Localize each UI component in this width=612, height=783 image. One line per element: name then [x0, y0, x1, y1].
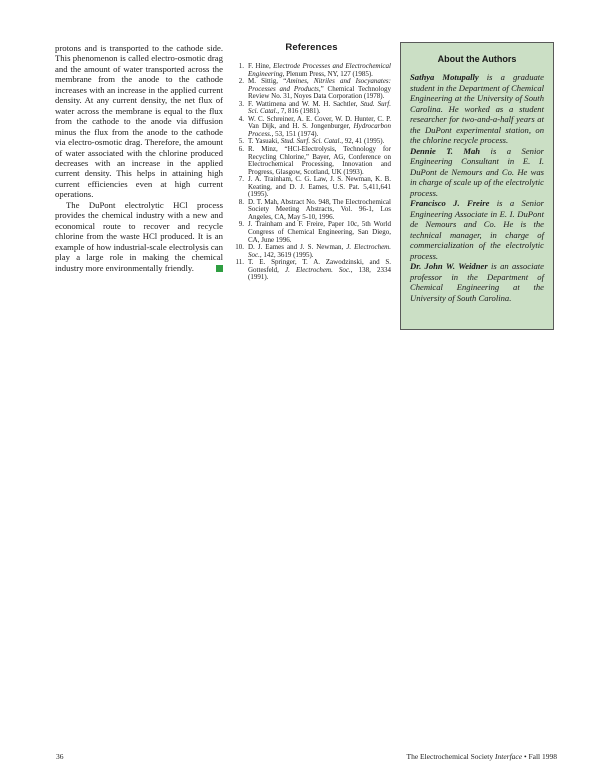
reference-text: T. E. Springer, T. A. Zawodzinski, and S. Gottesfeld, J. Electrochem. Soc., 138, 2334 (1991). — [248, 258, 391, 282]
author-name: Francisco J. Freire — [410, 198, 490, 208]
article-paragraph — [55, 200, 223, 273]
reference-item — [232, 63, 391, 78]
reference-item — [232, 116, 391, 139]
reference-item — [232, 78, 391, 101]
reference-text: D. J. Eames and J. S. Newman, J. Electrochem. Soc., 142, 3619 (1995). — [248, 243, 391, 259]
author-name: Dennie T. Mah — [410, 145, 481, 156]
reference-text: F. Hine, Electrode Processes and Electrochemical Engineering, Plenum Press, NY, 127 (1985). — [248, 62, 391, 78]
author-bio: is a Senior Engineering Consultant in E. I. DuPont de Nemours and Co. He was in charge of scale up of the electrolytic process. — [410, 145, 544, 198]
end-of-article-marker — [216, 265, 223, 272]
reference-text: J. A. Trainham, C. G. Law, J. S. Newman, K. B. Keating, and D. J. Eames, U.S. Pat. 5,411,641 (1995). — [248, 175, 391, 199]
reference-number: 8. — [238, 197, 244, 206]
reference-item — [232, 101, 391, 116]
reference-item — [232, 221, 391, 244]
author-name: Sathya Motupally — [410, 72, 479, 82]
author-entry — [410, 261, 544, 303]
footer-journal-line: The Electrochemical Society Interface • Fall 1998 — [406, 752, 557, 761]
about-authors-title: About the Authors — [437, 54, 517, 64]
reference-number: 9. — [238, 220, 244, 229]
author-name: Dr. John W. Weidner — [410, 261, 488, 271]
footer-page-number: 36 — [56, 752, 64, 761]
article-body-column — [55, 43, 223, 273]
about-authors-entries — [410, 72, 544, 303]
article-paragraph-text: The DuPont electrolytic HCl process provides the chemical industry with a new and economical route to recover and recycle chlorine from the waste HCl produced. It is an example of how industrial-scale electrolysis can play a large role in making the chemical industry more environmentally friendly. — [55, 199, 223, 273]
reference-number: 7. — [238, 175, 244, 184]
reference-number: 11. — [235, 258, 244, 267]
references-title: References — [285, 42, 338, 53]
author-bio: is a Senior Engineering Associate in E. I. DuPont de Nemours and Co. He is the technical manager, in charge of commercialization of the electrolytic process. — [410, 198, 544, 261]
reference-item — [232, 176, 391, 199]
reference-text: F. Wattimena and W. M. H. Sachtler, Stud. Surf. Sci. Catal., 7, 816 (1981). — [248, 99, 391, 116]
author-entry — [410, 72, 544, 146]
author-bio: is a graduate student in the Department of Chemical Engineering at the University of South Carolina. He worked as a student researcher for two-and-a-half years at the DuPont experimental station, on the chlorine recycle process. — [410, 72, 544, 145]
reference-item — [232, 146, 391, 176]
reference-text: T. Yasuaki, Stud. Surf. Sci. Catal., 92, 41 (1995). — [248, 137, 385, 146]
reference-item — [232, 244, 391, 259]
reference-number: 3. — [238, 99, 244, 108]
reference-number: 1. — [238, 62, 244, 70]
reference-number: 4. — [238, 114, 244, 123]
reference-text: M. Sittig, “Amines, Nitriles and Isocyanates: Processes and Products,” Chemical Technology Review No. 31, Noyes Data Corporation (1978). — [248, 77, 391, 101]
reference-text: J. Trainham and F. Freire, Paper 10c, 5th World Congress of Chemical Engineering, San Diego, CA, June 1996. — [248, 220, 391, 244]
reference-text: D. T. Mah, Abstract No. 948, The Electrochemical Society Meeting Abstracts, Vol. 96-1, Los Angeles, CA, May 5-10, 1996. — [248, 197, 391, 221]
reference-number: 5. — [238, 137, 244, 146]
reference-item — [232, 259, 391, 282]
reference-item — [232, 199, 391, 222]
article-paragraph: protons and is transported to the cathode side. This phenomenon is called electro-osmotic drag and the amount of water transported across the membrane from the anode to the cathode increases with an increase in the applied current density. At any current density, the net flux of water across the membrane is equal to the flux from the cathode to the anode via diffusion minus the flux from the anode to the cathode via electro-osmotic drag. Therefore, the amount of water associated with the chlorine produced decreases with an increase in the applied current density. This helps in attaining high current efficiencies even at high current operations. — [55, 43, 223, 200]
reference-number: 6. — [238, 145, 244, 154]
author-bio: is an associate professor in the Department of Chemical Engineering at the University of South Carolina. — [410, 261, 544, 303]
reference-number: 2. — [238, 77, 244, 86]
about-the-authors-box — [400, 42, 554, 330]
author-entry — [410, 198, 544, 261]
reference-text: W. C. Schreiner, A. E. Cover, W. D. Hunter, C. P. Van Dijk, and H. S. Jongenburger, Hydrocarbon Process., 53, 151 (1974). — [248, 114, 391, 138]
references-column — [232, 42, 391, 282]
reference-text: R. Minz, “HCl-Electrolysis, Technology for Recycling Chlorine,” Bayer, AG, Conference on Electrochemical Processing, Innovation and Progress, Glasgow, Scotland, UK (1993). — [248, 145, 391, 176]
reference-number: 10. — [235, 243, 244, 252]
author-entry — [410, 146, 544, 199]
references-list — [232, 63, 391, 282]
